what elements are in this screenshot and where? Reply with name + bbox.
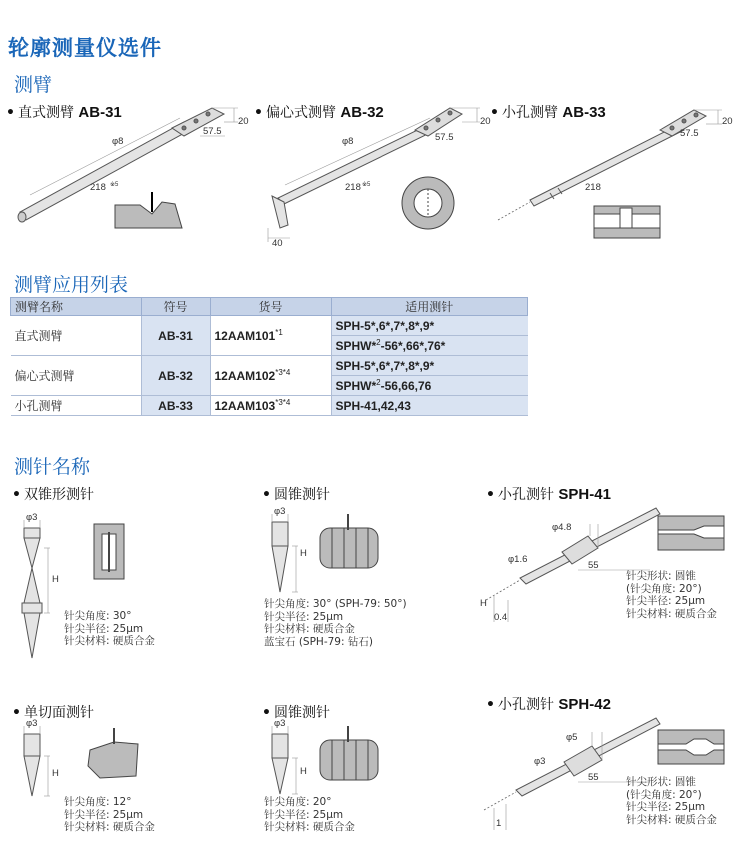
col-header-symbol: 符号 xyxy=(141,298,210,316)
probe-title-cone-2: • 圆锥测针 xyxy=(262,705,330,721)
table-row: SPHW*$^2$-56*,66*,76* xyxy=(11,336,528,356)
single-face-dim-h: H xyxy=(52,768,59,779)
ab31-dim-h: 20 xyxy=(238,116,249,127)
col-header-name: 测臂名称 xyxy=(11,298,142,316)
cone-2-specs: 针尖角度: 20° 针尖半径: 25μm 针尖材料: 硬质合金 xyxy=(264,796,355,833)
page-title: 轮廓测量仪选件 xyxy=(8,36,162,60)
sph41-specs: 针尖形状: 圆锥 (针尖角度: 20°) 针尖半径: 25μm 针尖材料: 硬质合金 xyxy=(626,570,717,620)
arms-heading: 测臂 xyxy=(14,74,53,96)
arm-application-table xyxy=(10,297,528,416)
ab32-dim-h: 20 xyxy=(480,116,491,127)
probe-title-sph41: • 小孔测针 SPH-41 xyxy=(486,486,611,503)
ab31-dim-len-sup: ※5 xyxy=(110,182,119,188)
arm-title-ab33: • 小孔测臂 AB-33 xyxy=(490,104,606,121)
sph41-dim-d1: φ4.8 xyxy=(552,522,572,533)
ab33-dim-h: 20 xyxy=(722,116,733,127)
ab31-dim-w: 57.5 xyxy=(203,126,222,137)
arm-title-ab31: • 直式测臂 AB-31 xyxy=(6,104,122,121)
single-face-drawing xyxy=(10,718,160,798)
double-cone-dim-dia: φ3 xyxy=(26,512,38,523)
sph41-dim-h: H xyxy=(480,598,487,609)
ab32-dim-off: 40 xyxy=(272,238,283,249)
sph41-dim-t: 0.4 xyxy=(494,612,508,623)
sph42-specs: 针尖形状: 圆锥 (针尖角度: 20°) 针尖半径: 25μm 针尖材料: 硬质合金 xyxy=(626,776,717,826)
cone-1-dim-h: H xyxy=(300,548,307,559)
sph42-dim-t: 1 xyxy=(496,818,502,829)
sph41-dim-l: 55 xyxy=(588,560,599,571)
probe-title-sph42: • 小孔测针 SPH-42 xyxy=(486,696,611,713)
col-header-part: 货号 xyxy=(210,298,331,316)
ab31-drawing xyxy=(0,100,250,250)
ab32-drawing xyxy=(250,100,495,250)
ab33-drawing xyxy=(490,100,745,250)
sph42-dim-d2: φ3 xyxy=(534,756,546,767)
table-row: SPHW*$^2$-56,66,76 xyxy=(11,376,528,396)
col-header-probe: 适用测针 xyxy=(331,298,528,316)
ab31-dim-d: φ8 xyxy=(112,136,124,147)
probe-title-double-cone: • 双锥形测针 xyxy=(12,487,94,503)
ab32-dim-w: 57.5 xyxy=(435,132,454,143)
ab32-dim-d: φ8 xyxy=(342,136,354,147)
cone-1-specs: 针尖角度: 30° (SPH-79: 50°) 针尖半径: 25μm 针尖材料: 硬质合金 蓝宝石 (SPH-79: 钻石) xyxy=(264,598,407,648)
cone-1-dim-dia: φ3 xyxy=(274,506,286,517)
ab33-dim-w: 57.5 xyxy=(680,128,699,139)
table-row: 小孔测臂 AB-33 $12AAM103^{*3*4}$ SPH-41,42,43 xyxy=(11,396,528,416)
ab33-dim-len: 218 xyxy=(585,182,601,193)
ab32-dim-len-sup: ※5 xyxy=(362,182,371,188)
arm-title-ab32: • 偏心式测臂 AB-32 xyxy=(254,104,384,121)
table-heading: 测臂应用列表 xyxy=(14,274,129,296)
cone-2-drawing xyxy=(262,718,402,798)
sph41-dim-d2: φ1.6 xyxy=(508,554,528,565)
table-row: 直式测臂 AB-31 12AAM101$^{*1}$ SPH-5*,6*,7*,8*,9* xyxy=(11,316,528,336)
cone-2-dim-h: H xyxy=(300,766,307,777)
sph42-dim-l: 55 xyxy=(588,772,599,783)
double-cone-specs: 针尖角度: 30° 针尖半径: 25μm 针尖材料: 硬质合金 xyxy=(64,610,155,647)
probes-heading: 测针名称 xyxy=(14,456,91,478)
probe-title-single-face: • 单切面测针 xyxy=(12,705,94,721)
ab31-dim-len: 218 xyxy=(90,182,106,193)
cone-2-dim-dia: φ3 xyxy=(274,718,286,729)
ab32-dim-len: 218 xyxy=(345,182,361,193)
double-cone-dim-h: H xyxy=(52,574,59,585)
sph42-dim-d1: φ5 xyxy=(566,732,578,743)
cone-1-drawing xyxy=(262,500,402,600)
single-face-specs: 针尖角度: 12° 针尖半径: 25μm 针尖材料: 硬质合金 xyxy=(64,796,155,833)
single-face-dim-dia: φ3 xyxy=(26,718,38,729)
table-row: 偏心式测臂 AB-32 $12AAM102^{*3*4}$ SPH-5*,6*,7*,8*,9* xyxy=(11,356,528,376)
probe-title-cone-1: • 圆锥测针 xyxy=(262,487,330,503)
